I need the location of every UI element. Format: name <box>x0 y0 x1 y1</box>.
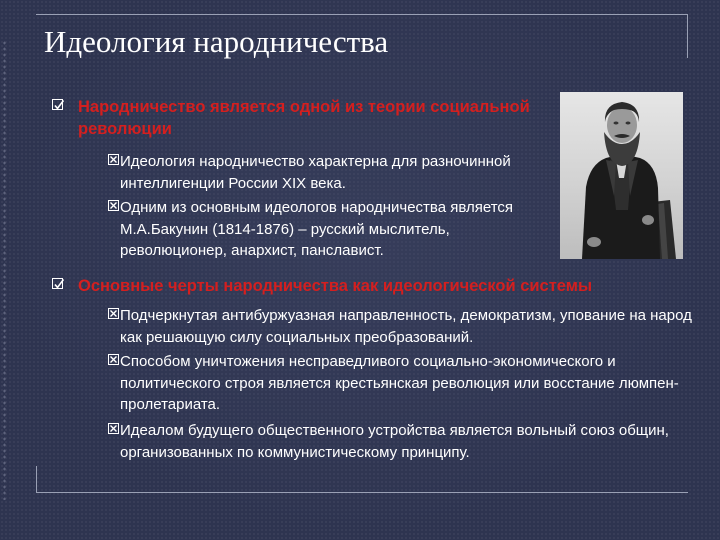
sub-bullet-1-1 <box>108 151 518 194</box>
side-dot-pattern <box>2 40 7 500</box>
bullet-main-1 <box>52 96 557 140</box>
sub-bullet-2-3 <box>108 420 708 463</box>
sub-bullet-2-2 <box>108 351 708 416</box>
frame-line-left <box>36 466 37 493</box>
crossed-box-icon <box>108 200 119 211</box>
checked-box-icon <box>52 278 63 289</box>
crossed-box-icon <box>108 423 119 434</box>
crossed-box-icon <box>108 308 119 319</box>
slide-title: Идеология народничества <box>44 24 389 59</box>
sub-bullet-2-1-text: Подчеркнутая антибуржуазная направленность, демократизм, упование на народ как решающую силу социальных преобразований. <box>120 307 692 346</box>
frame-line-top <box>36 14 688 15</box>
sub-bullet-1-2 <box>108 197 548 262</box>
frame-line-bottom <box>36 492 688 493</box>
bullet-main-1-text: Народничество является одной из теории социальной революции <box>78 98 530 138</box>
sub-bullet-2-1 <box>108 305 708 348</box>
sub-bullet-2-2-text: Способом уничтожения несправедливого социально-экономического и политического строя является крестьянская революция или восстание люмпен-пролетариата. <box>120 353 679 413</box>
crossed-box-icon <box>108 354 119 365</box>
sub-bullet-1-2-text: Одним из основным идеологов народничества является М.А.Бакунин (1814-1876) – русский мыслитель, революционер, анархист, панславист. <box>120 199 514 259</box>
sub-bullet-1-1-text: Идеология народничество характерна для разночинной интеллигенции России XIX века. <box>120 153 511 192</box>
bullet-main-2-text: Основные черты народничества как идеологической системы <box>78 277 593 295</box>
bullet-main-2 <box>52 275 712 297</box>
sub-bullet-2-3-text: Идеалом будущего общественного устройства является вольный союз общин, организованных по коммунистическому принципу. <box>120 422 669 461</box>
frame-line-right <box>687 14 688 58</box>
crossed-box-icon <box>108 154 119 165</box>
checked-box-icon <box>52 99 63 110</box>
portrait-photo <box>560 92 683 259</box>
